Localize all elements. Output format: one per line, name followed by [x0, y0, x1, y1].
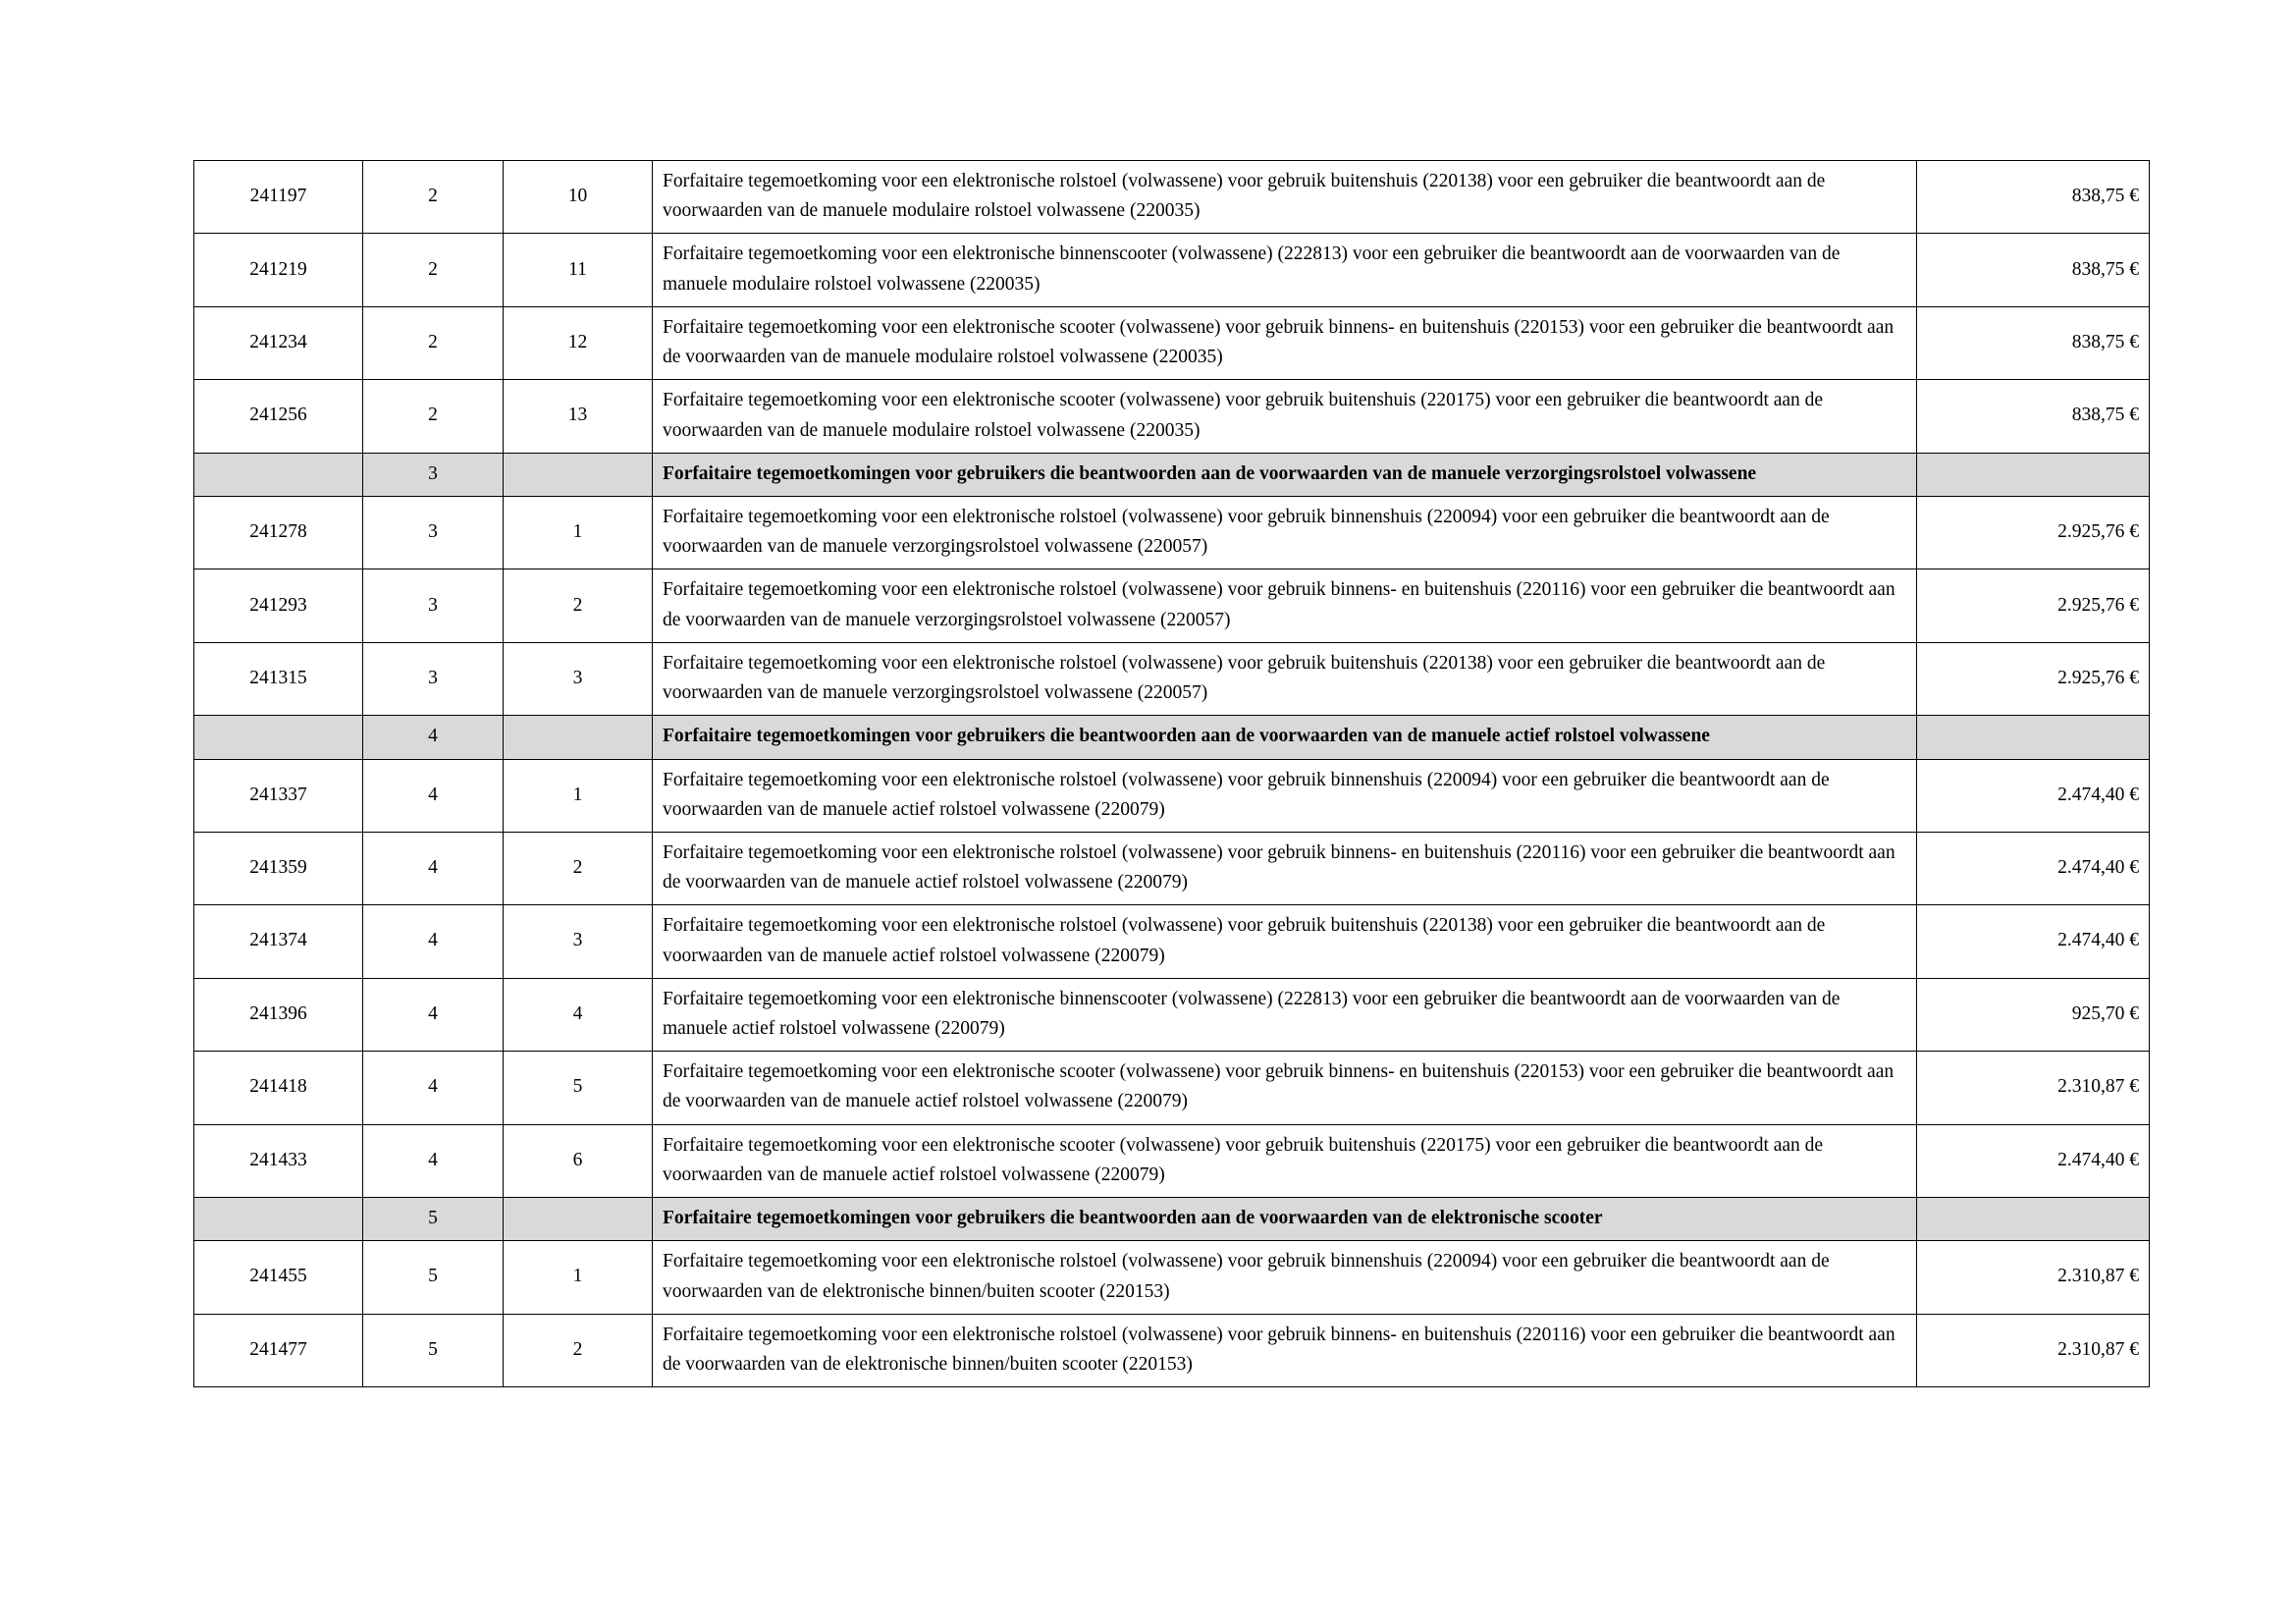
cell-description: Forfaitaire tegemoetkoming voor een elektronische binnenscooter (volwassene) (222813) voor een gebruiker die beantwoordt aan de voorwaarden van de manuele modulaire rolstoel volwassene (220035) [653, 234, 1917, 306]
cell-description: Forfaitaire tegemoetkoming voor een elektronische scooter (volwassene) voor gebruik binnens- en buitenshuis (220153) voor een gebruiker die beantwoordt aan de voorwaarden van de manuele actief rolstoel volwassene (220079) [653, 1052, 1917, 1124]
cell-number: 6 [504, 1124, 653, 1197]
cell-description: Forfaitaire tegemoetkoming voor een elektronische rolstoel (volwassene) voor gebruik binnens- en buitenshuis (220116) voor een gebruiker die beantwoordt aan de voorwaarden van de manuele actief rolstoel volwassene (220079) [653, 832, 1917, 904]
cell-amount [1917, 453, 2150, 496]
cell-group: 5 [363, 1198, 504, 1241]
cell-description: Forfaitaire tegemoetkoming voor een elektronische scooter (volwassene) voor gebruik binnens- en buitenshuis (220153) voor een gebruiker die beantwoordt aan de voorwaarden van de manuele modulaire rolstoel volwassene (220035) [653, 306, 1917, 379]
table-row [194, 234, 2150, 306]
cell-amount: 2.925,76 € [1917, 496, 2150, 568]
cell-number: 2 [504, 1314, 653, 1386]
cell-code: 241337 [194, 759, 363, 832]
table-row [194, 642, 2150, 715]
cell-code: 241278 [194, 496, 363, 568]
cell-group: 4 [363, 1052, 504, 1124]
cell-group: 5 [363, 1314, 504, 1386]
cell-number: 3 [504, 642, 653, 715]
cell-amount: 838,75 € [1917, 234, 2150, 306]
cell-amount [1917, 716, 2150, 759]
table-row [194, 1241, 2150, 1314]
cell-amount: 2.474,40 € [1917, 759, 2150, 832]
cell-amount: 2.310,87 € [1917, 1314, 2150, 1386]
cell-group: 4 [363, 905, 504, 978]
cell-group: 2 [363, 306, 504, 379]
cell-amount: 2.474,40 € [1917, 832, 2150, 904]
cell-code: 241256 [194, 380, 363, 453]
table-section-row [194, 716, 2150, 759]
cell-group: 3 [363, 642, 504, 715]
cell-group: 2 [363, 234, 504, 306]
cell-amount: 2.925,76 € [1917, 642, 2150, 715]
cell-number: 1 [504, 759, 653, 832]
cell-group: 3 [363, 569, 504, 642]
cell-group: 3 [363, 453, 504, 496]
cell-group: 4 [363, 1124, 504, 1197]
tegemoetkomingen-table [193, 160, 2150, 1387]
cell-amount: 2.310,87 € [1917, 1241, 2150, 1314]
cell-number: 2 [504, 569, 653, 642]
cell-group: 2 [363, 161, 504, 234]
table-row [194, 832, 2150, 904]
table-row [194, 306, 2150, 379]
cell-description: Forfaitaire tegemoetkoming voor een elektronische rolstoel (volwassene) voor gebruik binnenshuis (220094) voor een gebruiker die beantwoordt aan de voorwaarden van de manuele verzorgingsrolstoel volwassene (220057) [653, 496, 1917, 568]
cell-number: 12 [504, 306, 653, 379]
cell-code: 241234 [194, 306, 363, 379]
cell-number: 4 [504, 978, 653, 1051]
table-row [194, 380, 2150, 453]
cell-code: 241197 [194, 161, 363, 234]
cell-group: 4 [363, 716, 504, 759]
cell-number: 2 [504, 832, 653, 904]
table-row [194, 905, 2150, 978]
cell-code: 241374 [194, 905, 363, 978]
cell-description: Forfaitaire tegemoetkoming voor een elektronische scooter (volwassene) voor gebruik buitenshuis (220175) voor een gebruiker die beantwoordt aan de voorwaarden van de manuele actief rolstoel volwassene (220079) [653, 1124, 1917, 1197]
cell-number: 13 [504, 380, 653, 453]
cell-code: 241315 [194, 642, 363, 715]
cell-code: 241396 [194, 978, 363, 1051]
cell-description: Forfaitaire tegemoetkoming voor een elektronische rolstoel (volwassene) voor gebruik binnens- en buitenshuis (220116) voor een gebruiker die beantwoordt aan de voorwaarden van de elektronische binnen/buiten scooter (220153) [653, 1314, 1917, 1386]
cell-number: 5 [504, 1052, 653, 1124]
table-row [194, 496, 2150, 568]
cell-code: 241293 [194, 569, 363, 642]
cell-group: 4 [363, 832, 504, 904]
cell-amount: 838,75 € [1917, 306, 2150, 379]
table-row [194, 1052, 2150, 1124]
cell-number [504, 716, 653, 759]
cell-number: 3 [504, 905, 653, 978]
cell-code: 241359 [194, 832, 363, 904]
cell-amount: 2.310,87 € [1917, 1052, 2150, 1124]
cell-code: 241418 [194, 1052, 363, 1124]
table-section-row [194, 1198, 2150, 1241]
cell-description: Forfaitaire tegemoetkomingen voor gebruikers die beantwoorden aan de voorwaarden van de manuele verzorgingsrolstoel volwassene [653, 453, 1917, 496]
table-row [194, 161, 2150, 234]
table-section-row [194, 453, 2150, 496]
cell-code: 241455 [194, 1241, 363, 1314]
table-row [194, 759, 2150, 832]
table-body [194, 161, 2150, 1387]
cell-amount [1917, 1198, 2150, 1241]
cell-group: 3 [363, 496, 504, 568]
cell-code [194, 453, 363, 496]
cell-description: Forfaitaire tegemoetkoming voor een elektronische rolstoel (volwassene) voor gebruik binnenshuis (220094) voor een gebruiker die beantwoordt aan de voorwaarden van de manuele actief rolstoel volwassene (220079) [653, 759, 1917, 832]
cell-amount: 925,70 € [1917, 978, 2150, 1051]
cell-amount: 2.474,40 € [1917, 1124, 2150, 1197]
cell-description: Forfaitaire tegemoetkoming voor een elektronische rolstoel (volwassene) voor gebruik buitenshuis (220138) voor een gebruiker die beantwoordt aan de voorwaarden van de manuele verzorgingsrolstoel volwassene (220057) [653, 642, 1917, 715]
cell-description: Forfaitaire tegemoetkoming voor een elektronische rolstoel (volwassene) voor gebruik binnens- en buitenshuis (220116) voor een gebruiker die beantwoordt aan de voorwaarden van de manuele verzorgingsrolstoel volwassene (220057) [653, 569, 1917, 642]
cell-number: 10 [504, 161, 653, 234]
cell-amount: 838,75 € [1917, 380, 2150, 453]
cell-group: 4 [363, 759, 504, 832]
cell-description: Forfaitaire tegemoetkoming voor een elektronische scooter (volwassene) voor gebruik buitenshuis (220175) voor een gebruiker die beantwoordt aan de voorwaarden van de manuele modulaire rolstoel volwassene (220035) [653, 380, 1917, 453]
cell-description: Forfaitaire tegemoetkomingen voor gebruikers die beantwoorden aan de voorwaarden van de elektronische scooter [653, 1198, 1917, 1241]
cell-number: 11 [504, 234, 653, 306]
cell-description: Forfaitaire tegemoetkomingen voor gebruikers die beantwoorden aan de voorwaarden van de manuele actief rolstoel volwassene [653, 716, 1917, 759]
cell-description: Forfaitaire tegemoetkoming voor een elektronische rolstoel (volwassene) voor gebruik binnenshuis (220094) voor een gebruiker die beantwoordt aan de voorwaarden van de elektronische binnen/buiten scooter (220153) [653, 1241, 1917, 1314]
table-row [194, 569, 2150, 642]
cell-code [194, 716, 363, 759]
cell-code [194, 1198, 363, 1241]
table-row [194, 1314, 2150, 1386]
cell-number: 1 [504, 496, 653, 568]
cell-code: 241433 [194, 1124, 363, 1197]
cell-code: 241477 [194, 1314, 363, 1386]
table-row [194, 1124, 2150, 1197]
cell-description: Forfaitaire tegemoetkoming voor een elektronische rolstoel (volwassene) voor gebruik buitenshuis (220138) voor een gebruiker die beantwoordt aan de voorwaarden van de manuele actief rolstoel volwassene (220079) [653, 905, 1917, 978]
cell-group: 5 [363, 1241, 504, 1314]
cell-description: Forfaitaire tegemoetkoming voor een elektronische binnenscooter (volwassene) (222813) voor een gebruiker die beantwoordt aan de voorwaarden van de manuele actief rolstoel volwassene (220079) [653, 978, 1917, 1051]
cell-amount: 2.474,40 € [1917, 905, 2150, 978]
cell-code: 241219 [194, 234, 363, 306]
cell-number [504, 453, 653, 496]
cell-number [504, 1198, 653, 1241]
cell-amount: 2.925,76 € [1917, 569, 2150, 642]
cell-group: 4 [363, 978, 504, 1051]
cell-amount: 838,75 € [1917, 161, 2150, 234]
table-row [194, 978, 2150, 1051]
cell-description: Forfaitaire tegemoetkoming voor een elektronische rolstoel (volwassene) voor gebruik buitenshuis (220138) voor een gebruiker die beantwoordt aan de voorwaarden van de manuele modulaire rolstoel volwassene (220035) [653, 161, 1917, 234]
cell-number: 1 [504, 1241, 653, 1314]
cell-group: 2 [363, 380, 504, 453]
